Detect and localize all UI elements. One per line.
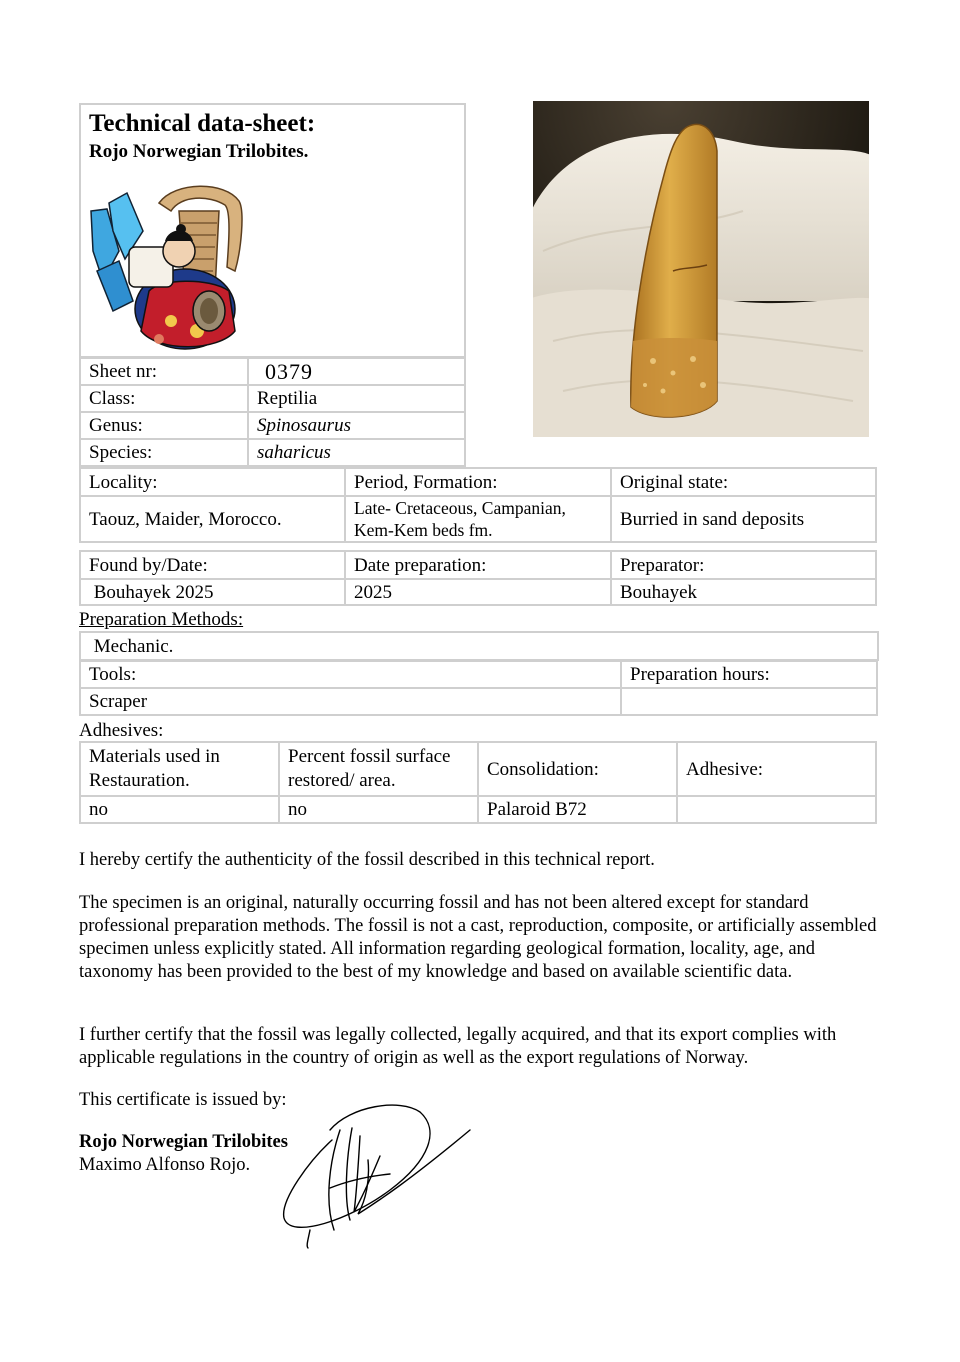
period-label: Period, Formation:: [344, 467, 612, 497]
preparation-methods-heading: Preparation Methods:: [79, 609, 244, 630]
preparation-methods-value: Mechanic.: [79, 631, 879, 661]
genus-value: Spinosaurus: [247, 411, 466, 440]
locality-value: Taouz, Maider, Morocco.: [79, 495, 346, 543]
preparator-label: Preparator:: [610, 550, 877, 580]
materials-value: no: [79, 795, 280, 824]
found-by-label: Found by/Date:: [79, 550, 346, 580]
percent-restored-header: Percent fossil surface restored/ area.: [278, 741, 479, 797]
original-state-value: Burried in sand deposits: [610, 495, 877, 543]
species-value: saharicus: [247, 438, 466, 467]
header-box: [79, 103, 466, 358]
preparation-hours-label: Preparation hours:: [620, 660, 878, 689]
species-label: Species:: [79, 438, 249, 467]
locality-label: Locality:: [79, 467, 346, 497]
person-name: Maximo Alfonso Rojo.: [79, 1155, 251, 1175]
certificate-paragraph-2: The specimen is an original, naturally occurring fossil and has not been altered except for standard professional preparation methods. The fossil is not a cast, reproduction, composite, or artificially assembled specimen unless explicitly stated. All information regarding geological formation, locality, age, and taxonomy has been provided to the best of my knowledge and based on available scientific data.: [79, 893, 877, 982]
company-name: Rojo Norwegian Trilobites: [79, 1132, 288, 1152]
company-subtitle: Rojo Norwegian Trilobites.: [89, 141, 309, 162]
original-state-label: Original state:: [610, 467, 877, 497]
period-value: Late- Cretaceous, Campanian, Kem-Kem beds fm.: [344, 495, 612, 543]
materials-header: Materials used in Restauration.: [79, 741, 280, 797]
handwritten-signature: [270, 1100, 480, 1250]
issued-by-text: This certificate is issued by:: [79, 1090, 287, 1110]
datasheet-title: Technical data-sheet:: [89, 110, 316, 137]
date-preparation-value: 2025: [344, 578, 612, 606]
adhesive-header: Adhesive:: [676, 741, 877, 797]
crystal-shape: [97, 261, 133, 311]
tools-value: Scraper: [79, 687, 622, 716]
samurai-trilobite-logo: [89, 181, 249, 353]
adhesives-heading: Adhesives:: [79, 720, 164, 741]
consolidation-value: Palaroid B72: [477, 795, 678, 824]
consolidation-header: Consolidation:: [477, 741, 678, 797]
found-by-value: Bouhayek 2025: [79, 578, 346, 606]
sheet-nr-value: 0379: [247, 357, 466, 386]
certificate-paragraph-3: I further certify that the fossil was legally collected, legally acquired, and that its export complies with applicable regulations in the country of origin as well as the export regulations of Norway.: [79, 1025, 837, 1068]
preparator-value: Bouhayek: [610, 578, 877, 606]
certificate-paragraph-1: I hereby certify the authenticity of the fossil described in this technical report.: [79, 850, 655, 870]
tools-label: Tools:: [79, 660, 622, 689]
spinosaurus-tooth-photo: [533, 101, 869, 437]
genus-label: Genus:: [79, 411, 249, 440]
preparation-hours-value: [620, 687, 878, 716]
date-preparation-label: Date preparation:: [344, 550, 612, 580]
class-label: Class:: [79, 384, 249, 413]
sheet-nr-label: Sheet nr:: [79, 357, 249, 386]
adhesive-value: [676, 795, 877, 824]
class-value: Reptilia: [247, 384, 466, 413]
percent-restored-value: no: [278, 795, 479, 824]
